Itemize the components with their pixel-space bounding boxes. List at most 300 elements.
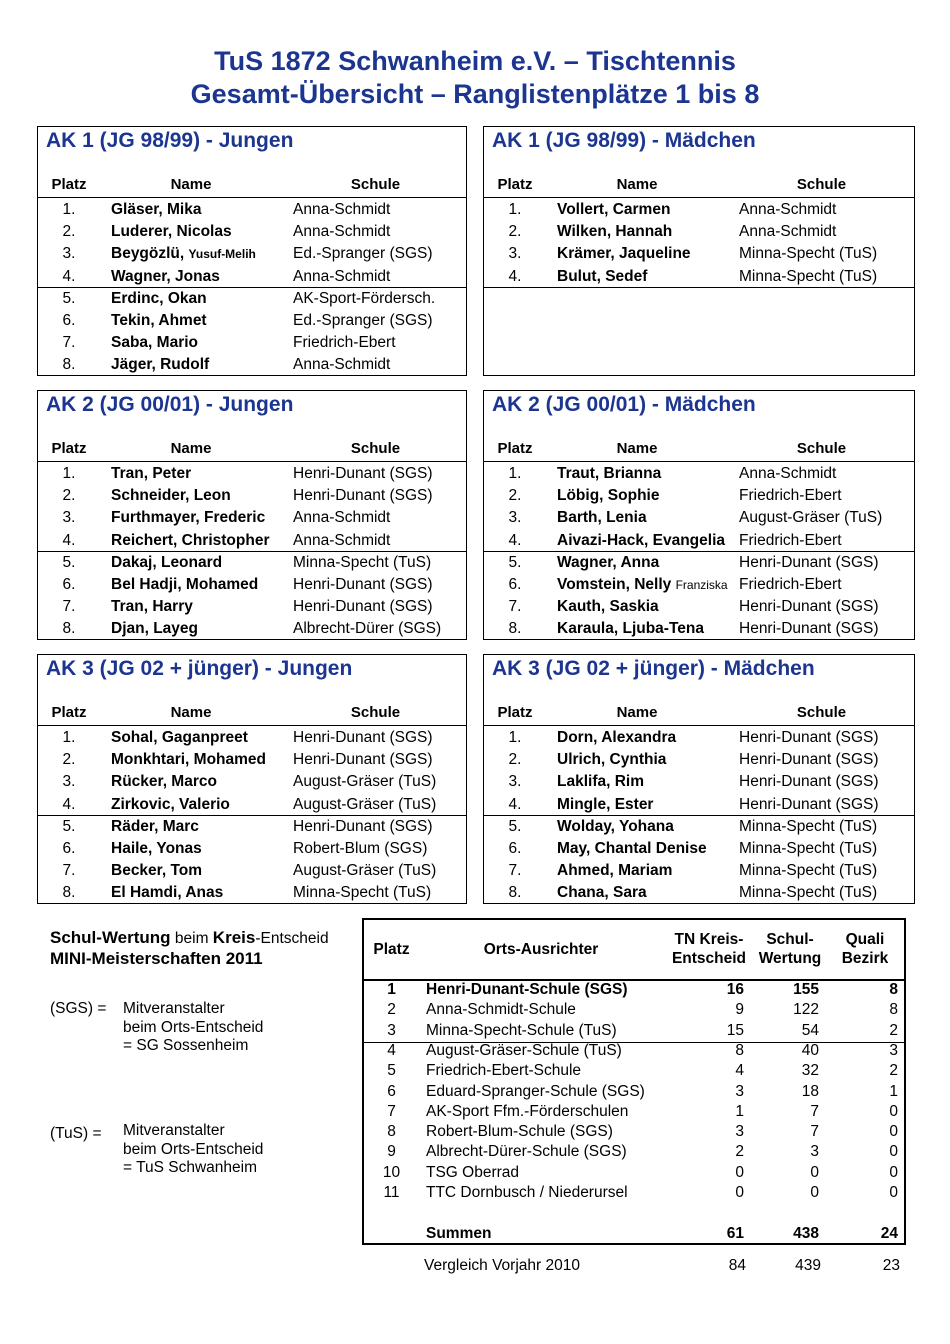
rank-schule: Anna-Schmidt bbox=[293, 531, 391, 549]
rank-name bbox=[111, 312, 207, 330]
panel-title: AK 3 (JG 02 + jünger) - Mädchen bbox=[492, 657, 815, 680]
rank-platz: 7. bbox=[508, 862, 522, 880]
header-divider bbox=[38, 725, 466, 726]
page-subtitle: Gesamt-Übersicht – Ranglistenplätze 1 bis 8 bbox=[190, 79, 760, 109]
rank-platz: 6. bbox=[508, 575, 522, 593]
rank-name-main: Sohal, Gaganpreet bbox=[111, 729, 248, 746]
rank-platz: 1. bbox=[62, 729, 76, 746]
page-title: TuS 1872 Schwanheim e.V. – Tischtennis bbox=[214, 46, 736, 76]
summary-platz: 1 bbox=[387, 981, 396, 998]
rank-name-main: Dorn, Alexandra bbox=[557, 729, 677, 746]
ranking-row bbox=[484, 882, 914, 904]
rank-name-main: Furthmayer, Frederic bbox=[111, 509, 266, 527]
summary-row bbox=[364, 981, 904, 1001]
rank-schule: Henri-Dunant (SGS) bbox=[293, 598, 433, 616]
header-divider bbox=[484, 461, 914, 462]
rank-name-main: Gläser, Mika bbox=[111, 201, 202, 218]
rank-schule: AK-Sport-Fördersch. bbox=[293, 289, 436, 307]
legend-tus-key: (TuS) = bbox=[50, 1125, 102, 1142]
rank-schule: Friedrich-Ebert bbox=[739, 575, 842, 593]
rank-platz: 8. bbox=[508, 620, 522, 638]
rank-schule: Ed.-Spranger (SGS) bbox=[293, 311, 433, 329]
rank-name bbox=[557, 465, 661, 483]
summary-school: AK-Sport Ffm.-Förderschulen bbox=[426, 1102, 629, 1120]
ranking-row bbox=[38, 199, 466, 221]
summary-school: TTC Dornbusch / Niederursel bbox=[426, 1184, 628, 1201]
rank-name bbox=[557, 532, 725, 550]
rank-name bbox=[111, 487, 231, 505]
rank-platz: 5. bbox=[62, 817, 76, 835]
ranking-row bbox=[484, 507, 914, 529]
rank-schule: Henri-Dunant (SGS) bbox=[293, 817, 433, 835]
summary-tn: 2 bbox=[735, 1143, 744, 1161]
column-header-name: Name bbox=[170, 176, 212, 193]
summary-platz: 4 bbox=[387, 1041, 396, 1059]
rank-platz: 3. bbox=[62, 773, 76, 791]
ranking-row bbox=[38, 727, 466, 749]
col-header-sw-line2: Wertung bbox=[758, 950, 822, 967]
ranking-row bbox=[38, 749, 466, 771]
rank-platz: 7. bbox=[62, 334, 76, 352]
panel-title: AK 2 (JG 00/01) - Mädchen bbox=[492, 393, 756, 416]
legend-tus-line: = TuS Schwanheim bbox=[123, 1159, 257, 1176]
previous-sw: 439 bbox=[795, 1257, 821, 1274]
summary-sw: 155 bbox=[793, 981, 819, 998]
header-divider bbox=[484, 197, 914, 198]
rank-name-main: Chana, Sara bbox=[557, 884, 647, 902]
ranking-row bbox=[38, 574, 466, 596]
rank-name-main: Bulut, Sedef bbox=[557, 267, 648, 285]
rank-name bbox=[111, 884, 223, 902]
summary-row bbox=[364, 1042, 904, 1062]
rank-name-main: Beygözlü, bbox=[111, 245, 185, 263]
rank-name bbox=[557, 840, 707, 858]
rank-name bbox=[111, 862, 202, 880]
rank-name-main: Schneider, Leon bbox=[111, 487, 231, 505]
rank-schule: Henri-Dunant (SGS) bbox=[293, 575, 433, 593]
rank-schule: Anna-Schmidt bbox=[739, 465, 837, 482]
rank-platz: 5. bbox=[508, 817, 522, 835]
rank-platz: 1. bbox=[508, 729, 522, 746]
rank-name bbox=[557, 884, 647, 902]
legend-sgs-text bbox=[123, 1000, 263, 1056]
rank-name bbox=[111, 245, 256, 263]
rank-name-main: Vollert, Carmen bbox=[557, 201, 671, 218]
rank-name bbox=[557, 487, 659, 505]
rank-schule: Henri-Dunant (SGS) bbox=[739, 553, 879, 571]
summary-qb: 0 bbox=[889, 1123, 898, 1141]
panel-ak1-maedchen bbox=[483, 126, 915, 376]
panel-title: AK 1 (JG 98/99) - Jungen bbox=[46, 129, 294, 152]
rank-name bbox=[111, 356, 209, 374]
rank-name-main: Mingle, Ester bbox=[557, 795, 654, 813]
header-divider bbox=[484, 725, 914, 726]
summary-sw: 54 bbox=[801, 1021, 819, 1039]
rank-name-main: Löbig, Sophie bbox=[557, 487, 660, 505]
rank-name bbox=[111, 290, 207, 308]
rank-platz: 7. bbox=[62, 598, 76, 616]
rank-schule: Henri-Dunant (SGS) bbox=[739, 729, 879, 746]
rank-name bbox=[557, 576, 728, 594]
rank-name bbox=[111, 818, 199, 836]
column-header-name: Name bbox=[170, 440, 212, 457]
summary-school: Anna-Schmidt-Schule bbox=[426, 1001, 576, 1019]
ranking-rows bbox=[484, 727, 914, 905]
rank-name bbox=[111, 620, 198, 638]
rank-platz: 3. bbox=[62, 245, 76, 263]
rank-name-main: Haile, Yonas bbox=[111, 839, 202, 857]
rank-platz: 7. bbox=[508, 598, 522, 616]
ranking-row bbox=[484, 552, 914, 574]
rank-platz: 6. bbox=[62, 839, 76, 857]
rank-platz: 3. bbox=[508, 245, 522, 263]
summary-sw: 7 bbox=[810, 1102, 819, 1120]
legend-sgs-line: beim Orts-Entscheid bbox=[123, 1018, 264, 1036]
rank-platz: 4. bbox=[508, 531, 522, 549]
schulwertung-heading-b: beim bbox=[170, 930, 213, 947]
rank-name-main: Zirkovic, Valerio bbox=[111, 795, 230, 813]
totals-tn: 61 bbox=[726, 1225, 744, 1242]
rank-name-main: Tran, Harry bbox=[111, 598, 193, 616]
rank-platz: 3. bbox=[508, 509, 522, 527]
rank-schule: August-Gräser (TuS) bbox=[293, 773, 437, 791]
summary-platz: 5 bbox=[387, 1062, 396, 1080]
column-header-name: Name bbox=[170, 704, 212, 721]
summary-sw: 122 bbox=[793, 1001, 819, 1019]
rank-platz: 3. bbox=[62, 509, 76, 527]
rank-name bbox=[111, 554, 222, 572]
col-header-orts-ausrichter: Orts-Ausrichter bbox=[483, 941, 599, 958]
summary-tn: 1 bbox=[735, 1102, 744, 1120]
ranking-row bbox=[38, 288, 466, 310]
rank-name-main: Rücker, Marco bbox=[111, 773, 217, 791]
summary-qb: 0 bbox=[889, 1163, 898, 1181]
rank-schule: Minna-Specht (TuS) bbox=[739, 817, 878, 835]
ranking-rows bbox=[38, 463, 466, 641]
summary-sw: 18 bbox=[801, 1082, 819, 1100]
panel-ak1-jungen bbox=[37, 126, 467, 376]
ranking-row bbox=[38, 485, 466, 507]
rank-platz: 2. bbox=[62, 751, 76, 769]
ranking-row bbox=[38, 618, 466, 640]
legend-tus-text bbox=[123, 1122, 263, 1178]
rank-name-main: Ahmed, Mariam bbox=[557, 862, 673, 880]
summary-row bbox=[364, 1062, 904, 1082]
summary-tn: 16 bbox=[726, 981, 744, 998]
column-header-name: Name bbox=[616, 704, 658, 721]
ranking-rows bbox=[484, 199, 914, 288]
rank-platz: 1. bbox=[62, 201, 76, 218]
ranking-row bbox=[38, 310, 466, 332]
rank-name-main: Bel Hadji, Mohamed bbox=[111, 575, 259, 593]
rank-platz: 6. bbox=[62, 575, 76, 593]
rank-name-main: Wilken, Hannah bbox=[557, 223, 673, 241]
panel-title: AK 2 (JG 00/01) - Jungen bbox=[46, 393, 294, 416]
rank-platz: 1. bbox=[62, 465, 76, 482]
summary-platz: 6 bbox=[387, 1082, 396, 1100]
rank-name-main: Laklifa, Rim bbox=[557, 773, 644, 791]
summary-qb: 3 bbox=[889, 1041, 898, 1059]
col-header-tn-line2: Entscheid bbox=[671, 950, 747, 967]
column-header-platz: Platz bbox=[51, 440, 87, 457]
rank-schule: Henri-Dunant (SGS) bbox=[739, 598, 879, 616]
rank-name-main: Erdinc, Okan bbox=[111, 289, 207, 307]
rank-schule: August-Gräser (TuS) bbox=[739, 509, 883, 527]
rank-name-main: Traut, Brianna bbox=[557, 465, 662, 482]
summary-row bbox=[364, 1022, 904, 1042]
rank-platz: 8. bbox=[62, 356, 76, 374]
rank-schule: Anna-Schmidt bbox=[293, 267, 391, 285]
ranking-row bbox=[38, 794, 466, 816]
summary-tn: 4 bbox=[735, 1062, 744, 1080]
summary-platz: 9 bbox=[387, 1143, 396, 1161]
rank-name-main: Wagner, Jonas bbox=[111, 267, 220, 285]
rank-name bbox=[557, 245, 691, 263]
rank-name-main: El Hamdi, Anas bbox=[111, 884, 224, 902]
summary-row bbox=[364, 1184, 904, 1204]
ranking-row bbox=[484, 221, 914, 243]
summary-sw: 40 bbox=[801, 1041, 819, 1059]
rank-platz: 6. bbox=[62, 311, 76, 329]
ranking-row bbox=[38, 221, 466, 243]
summary-row bbox=[364, 1083, 904, 1103]
rank-name bbox=[111, 796, 230, 814]
rank-schule: Ed.-Spranger (SGS) bbox=[293, 245, 433, 263]
summary-qb: 0 bbox=[889, 1102, 898, 1120]
rank-schule: Henri-Dunant (SGS) bbox=[739, 773, 879, 791]
ranking-rows bbox=[38, 199, 466, 377]
ranking-row bbox=[484, 794, 914, 816]
summary-qb: 8 bbox=[889, 1001, 898, 1019]
summary-tn: 15 bbox=[726, 1021, 744, 1039]
column-header-name: Name bbox=[616, 440, 658, 457]
rank-schule: Albrecht-Dürer (SGS) bbox=[293, 620, 442, 638]
ranking-row bbox=[484, 199, 914, 221]
rank-platz: 3. bbox=[508, 773, 522, 791]
summary-school: Robert-Blum-Schule (SGS) bbox=[426, 1123, 613, 1141]
col-header-qb-line2: Bezirk bbox=[841, 950, 889, 967]
rank-platz: 1. bbox=[508, 201, 522, 218]
rank-schule: Henri-Dunant (SGS) bbox=[293, 729, 433, 746]
summary-sw: 0 bbox=[810, 1184, 819, 1201]
panel-ak2-jungen bbox=[37, 390, 467, 640]
rank-name bbox=[111, 751, 266, 769]
col-header-schulwertung bbox=[751, 930, 829, 968]
column-header-platz: Platz bbox=[51, 176, 87, 193]
rank-name bbox=[111, 840, 202, 858]
summary-row bbox=[364, 1103, 904, 1123]
rank-platz: 2. bbox=[62, 487, 76, 505]
totals-sw: 438 bbox=[793, 1225, 819, 1242]
previous-label: Vergleich Vorjahr 2010 bbox=[424, 1257, 580, 1274]
rank-name-main: Wagner, Anna bbox=[557, 553, 660, 571]
rank-name bbox=[557, 598, 659, 616]
rank-schule: Henri-Dunant (SGS) bbox=[739, 751, 879, 769]
summary-school: August-Gräser-Schule (TuS) bbox=[426, 1041, 622, 1059]
rank-name-main: Räder, Marc bbox=[111, 817, 199, 835]
rank-schule: Anna-Schmidt bbox=[739, 223, 837, 241]
summary-school: Minna-Specht-Schule (TuS) bbox=[426, 1021, 617, 1039]
rank-name-main: Aivazi-Hack, Evangelia bbox=[557, 531, 725, 549]
legend-sgs-key: (SGS) = bbox=[50, 1000, 107, 1017]
ranking-row bbox=[38, 354, 466, 376]
schulwertung-heading-c: Kreis bbox=[212, 928, 256, 947]
ranking-row bbox=[38, 596, 466, 618]
rank-platz: 5. bbox=[508, 553, 522, 571]
column-header-platz: Platz bbox=[51, 704, 87, 721]
rank-name bbox=[111, 465, 191, 483]
column-header-platz: Platz bbox=[497, 440, 533, 457]
summary-platz: 8 bbox=[387, 1123, 396, 1141]
summary-platz: 2 bbox=[387, 1001, 396, 1019]
summary-school: Albrecht-Dürer-Schule (SGS) bbox=[426, 1143, 627, 1161]
rank-name bbox=[111, 729, 248, 747]
panel-ak2-maedchen bbox=[483, 390, 915, 640]
rank-name-main: Reichert, Christopher bbox=[111, 531, 270, 549]
rank-platz: 4. bbox=[508, 795, 522, 813]
panel-ak3-jungen bbox=[37, 654, 467, 904]
legend-tus-line: Mitveranstalter bbox=[123, 1122, 225, 1139]
summary-row bbox=[364, 1143, 904, 1163]
rank-schule: Henri-Dunant (SGS) bbox=[293, 751, 433, 769]
rank-name bbox=[557, 751, 666, 769]
column-header-schule: Schule bbox=[350, 440, 401, 457]
ranking-row bbox=[38, 816, 466, 838]
summary-qb: 2 bbox=[889, 1062, 898, 1080]
schulwertung-table bbox=[362, 918, 906, 1245]
rank-name bbox=[557, 796, 653, 814]
rank-platz: 8. bbox=[508, 884, 522, 902]
rank-platz: 2. bbox=[508, 751, 522, 769]
summary-sw: 3 bbox=[810, 1143, 819, 1161]
rank-name-main: Becker, Tom bbox=[111, 862, 203, 880]
rank-platz: 8. bbox=[62, 884, 76, 902]
rank-schule: Henri-Dunant (SGS) bbox=[739, 795, 879, 813]
summary-platz: 11 bbox=[383, 1184, 400, 1201]
col-header-quali-bezirk bbox=[830, 930, 900, 968]
column-header-schule: Schule bbox=[796, 440, 847, 457]
legend-sgs-line: = SG Sossenheim bbox=[123, 1037, 249, 1054]
rank-schule: Anna-Schmidt bbox=[293, 356, 391, 374]
summary-school: Henri-Dunant-Schule (SGS) bbox=[426, 981, 628, 998]
column-header-schule: Schule bbox=[350, 176, 401, 193]
rank-schule: Henri-Dunant (SGS) bbox=[293, 487, 433, 505]
summary-row bbox=[364, 1001, 904, 1021]
rank-platz: 8. bbox=[62, 620, 76, 638]
rank-name bbox=[111, 509, 265, 527]
rank-name-main: May, Chantal Denise bbox=[557, 839, 707, 857]
rank-name-main: Dakaj, Leonard bbox=[111, 553, 223, 571]
rank-name-main: Tekin, Ahmet bbox=[111, 311, 207, 329]
totals-label: Summen bbox=[426, 1225, 492, 1242]
previous-qb: 23 bbox=[882, 1257, 900, 1274]
rank-name bbox=[111, 576, 258, 594]
summary-qb: 0 bbox=[889, 1184, 898, 1201]
ranking-row bbox=[484, 463, 914, 485]
ranking-row bbox=[484, 838, 914, 860]
rank-platz: 6. bbox=[508, 839, 522, 857]
ranking-row bbox=[38, 530, 466, 552]
summary-qb: 1 bbox=[889, 1082, 898, 1100]
summary-qb: 0 bbox=[889, 1143, 898, 1161]
column-header-schule: Schule bbox=[796, 176, 847, 193]
column-header-platz: Platz bbox=[497, 704, 533, 721]
rank-name bbox=[111, 334, 198, 352]
ranking-row bbox=[484, 727, 914, 749]
ranking-row bbox=[484, 243, 914, 265]
rank-schule: Friedrich-Ebert bbox=[293, 334, 396, 352]
summary-sw: 7 bbox=[810, 1123, 819, 1141]
panel-title: AK 3 (JG 02 + jünger) - Jungen bbox=[46, 657, 353, 680]
rank-schule: Minna-Specht (TuS) bbox=[293, 884, 432, 902]
rank-platz: 7. bbox=[62, 862, 76, 880]
rank-name bbox=[557, 554, 659, 572]
rank-schule: Minna-Specht (TuS) bbox=[739, 839, 878, 857]
summary-school: Eduard-Spranger-Schule (SGS) bbox=[426, 1082, 645, 1100]
ranking-row bbox=[484, 860, 914, 882]
rank-schule: August-Gräser (TuS) bbox=[293, 862, 437, 880]
rank-platz: 4. bbox=[62, 531, 76, 549]
summary-qb: 8 bbox=[889, 981, 898, 998]
rank-name bbox=[557, 818, 674, 836]
rank-name-main: Saba, Mario bbox=[111, 334, 198, 352]
rank-name bbox=[557, 729, 676, 747]
summary-school: TSG Oberrad bbox=[426, 1163, 520, 1181]
rank-name bbox=[557, 773, 644, 791]
rank-name bbox=[111, 223, 232, 241]
rank-platz: 5. bbox=[62, 289, 76, 307]
ranking-row bbox=[484, 596, 914, 618]
rank-name-extra: Franziska bbox=[675, 577, 728, 592]
legend-tus-line: beim Orts-Entscheid bbox=[123, 1140, 264, 1158]
summary-sw: 0 bbox=[810, 1163, 819, 1181]
ranking-rows bbox=[38, 727, 466, 905]
rank-platz: 2. bbox=[62, 223, 76, 241]
ranking-row bbox=[484, 530, 914, 552]
ranking-row bbox=[38, 507, 466, 529]
rank-name-main: Luderer, Nicolas bbox=[111, 223, 232, 241]
rank-schule: Robert-Blum (SGS) bbox=[293, 839, 428, 857]
rank-schule: Anna-Schmidt bbox=[293, 223, 391, 241]
rank-name-main: Ulrich, Cynthia bbox=[557, 751, 667, 769]
rank-name bbox=[557, 620, 704, 638]
summary-tn: 0 bbox=[735, 1184, 744, 1201]
rank-name-main: Karaula, Ljuba-Tena bbox=[557, 620, 704, 638]
header-divider bbox=[38, 197, 466, 198]
rank-name-main: Barth, Lenia bbox=[557, 509, 647, 527]
summary-tn: 3 bbox=[735, 1123, 744, 1141]
summary-qb: 2 bbox=[889, 1021, 898, 1039]
summary-tn: 9 bbox=[735, 1001, 744, 1019]
summary-row bbox=[364, 1164, 904, 1184]
col-header-tn-kreis bbox=[664, 930, 754, 968]
column-header-platz: Platz bbox=[497, 176, 533, 193]
ranking-row bbox=[484, 816, 914, 838]
rank-name bbox=[557, 268, 647, 286]
previous-tn: 84 bbox=[728, 1257, 746, 1274]
rank-platz: 5. bbox=[62, 553, 76, 571]
rank-schule: Anna-Schmidt bbox=[293, 509, 391, 527]
rank-schule: Friedrich-Ebert bbox=[739, 531, 842, 549]
summary-tn: 3 bbox=[735, 1082, 744, 1100]
rank-name bbox=[111, 268, 220, 286]
ranking-row bbox=[484, 266, 914, 288]
column-header-name: Name bbox=[616, 176, 658, 193]
ranking-row bbox=[38, 771, 466, 793]
ranking-row bbox=[38, 882, 466, 904]
rank-name bbox=[111, 773, 217, 791]
ranking-row bbox=[484, 771, 914, 793]
